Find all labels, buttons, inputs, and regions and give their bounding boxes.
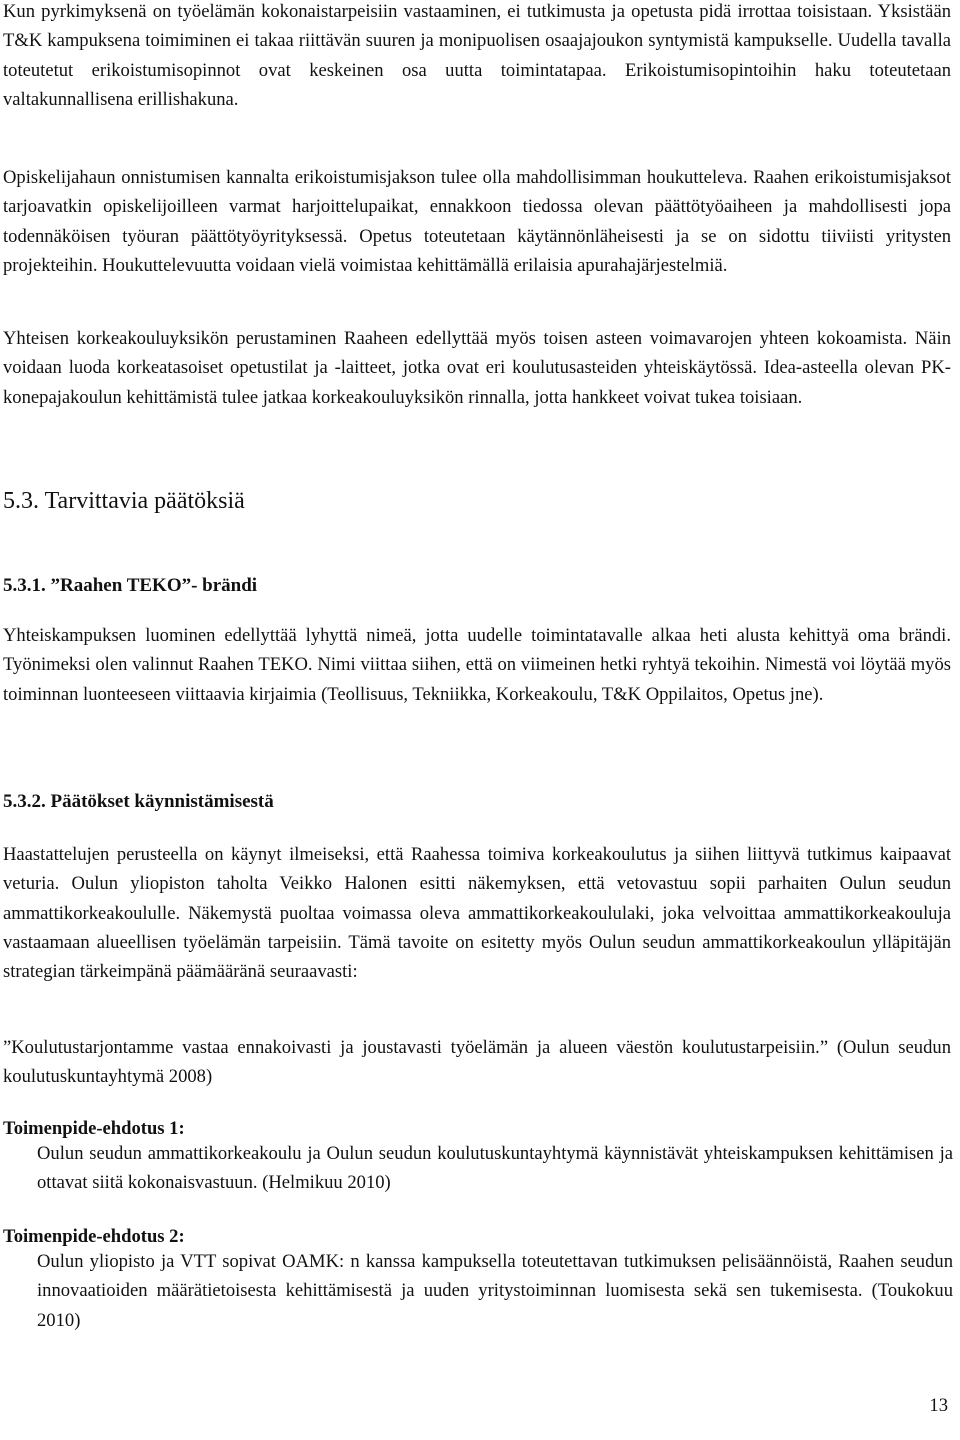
- proposal-1-text: Oulun seudun ammattikorkeakoulu ja Oulun seudun koulutuskuntayhtymä käynnistävät yhteiskampuksen kehittämisen ja ottavat siitä kokonaisvastuun. (Helmikuu 2010): [37, 1143, 953, 1194]
- paragraph-brand: Yhteiskampuksen luominen edellyttää lyhyttä nimeä, jotta uudelle toimintatavalle alkaa heti alusta kehittyä oma brändi. Työnimeksi olen valinnut Raahen TEKO. Nimi viittaa siihen, että on viimeinen hetki ryhtyä tekoihin. Nimestä voi löytää myös toiminnan luonteeseen viittaavia kirjaimia (Teollisuus, Tekniikka, Korkeakoulu, T&K Oppilaitos, Opetus jne).: [3, 625, 951, 705]
- proposal-1-label: Toimenpide-ehdotus 1:: [3, 1118, 185, 1139]
- strategy-quote: ”Koulutustarjontamme vastaa ennakoivasti ja joustavasti työelämän ja alueen väestön koulutustarpeisiin.” (Oulun seudun koulutuskuntayhtymä 2008): [3, 1037, 951, 1088]
- subsection-heading-5-3-2: 5.3.2. Päätökset käynnistämisestä: [3, 791, 274, 812]
- page-number: 13: [929, 1395, 948, 1416]
- paragraph-decisions: Haastattelujen perusteella on käynyt ilmeiseksi, että Raahessa toimiva korkeakoulutus ja siihen liittyvä tutkimus kaipaavat veturia. Oulun yliopiston taholta Veikko Halonen esitti näkemyksen, että vetovastuu sopii parhaiten Oulun seudun ammattikorkeakoululle. Näkemystä puoltaa voimassa oleva ammattikorkeakoululaki, joka velvoittaa ammattikorkeakouluja vastaamaan alueellisen työelämän tarpeisiin. Tämä tavoite on esitetty myös Oulun seudun ammattikorkeakoulun ylläpitäjän strategian tärkeimpänä päämääränä seuraavasti:: [3, 844, 951, 983]
- paragraph-student-recruitment: Opiskelijahaun onnistumisen kannalta erikoistumisjakson tulee olla mahdollisimman houkutteleva. Raahen erikoistumisjaksot tarjoavatkin opiskelijoilleen varmat harjoittelupaikat, ennakkoon tiedossa olevan päättötyöaiheen ja mahdollisesti jopa todennäköisen työuran päättötyöyrityksessä. Opetus toteutetaan käytännönläheisesti ja se on sidottu tiiviisti yritysten projekteihin. Houkuttelevuutta voidaan vielä voimistaa kehittämällä erilaisia apurahajärjestelmiä.: [3, 167, 951, 276]
- paragraph-joint-unit: Yhteisen korkeakouluyksikön perustaminen Raaheen edellyttää myös toisen asteen voimavarojen yhteen kokoamista. Näin voidaan luoda korkeatasoiset opetustilat ja -laitteet, jotka ovat eri koulutusasteiden yhteiskäytössä. Idea-asteella olevan PK-konepajakoulun kehittämistä tulee jatkaa korkeakouluyksikön rinnalla, jotta hankkeet voivat tukea toisiaan.: [3, 328, 951, 408]
- paragraph-research-teaching: Kun pyrkimyksenä on työelämän kokonaistarpeisiin vastaaminen, ei tutkimusta ja opetusta pidä irrottaa toisistaan. Yksistään T&K kampuksena toimiminen ei takaa riittävän suuren ja monipuolisen osaajajoukon syntymistä kampukselle. Uudella tavalla toteutetut erikoistumisopinnot ovat keskeinen osa uutta toimintatapaa. Erikoistumisopintoihin haku toteutetaan valtakunnallisena erillishakuna.: [3, 1, 951, 110]
- proposal-2-label: Toimenpide-ehdotus 2:: [3, 1226, 185, 1247]
- subsection-heading-5-3-1: 5.3.1. ”Raahen TEKO”- brändi: [3, 575, 258, 596]
- section-heading-5-3: 5.3. Tarvittavia päätöksiä: [3, 488, 245, 514]
- proposal-2-text: Oulun yliopisto ja VTT sopivat OAMK: n kanssa kampuksella toteutettavan tutkimuksen pelisäännöistä, Raahen seudun innovaatioiden määrätietoisesta kehittämisestä ja uuden yritystoiminnan luomisesta sekä sen tukemisesta. (Toukokuu 2010): [37, 1251, 953, 1331]
